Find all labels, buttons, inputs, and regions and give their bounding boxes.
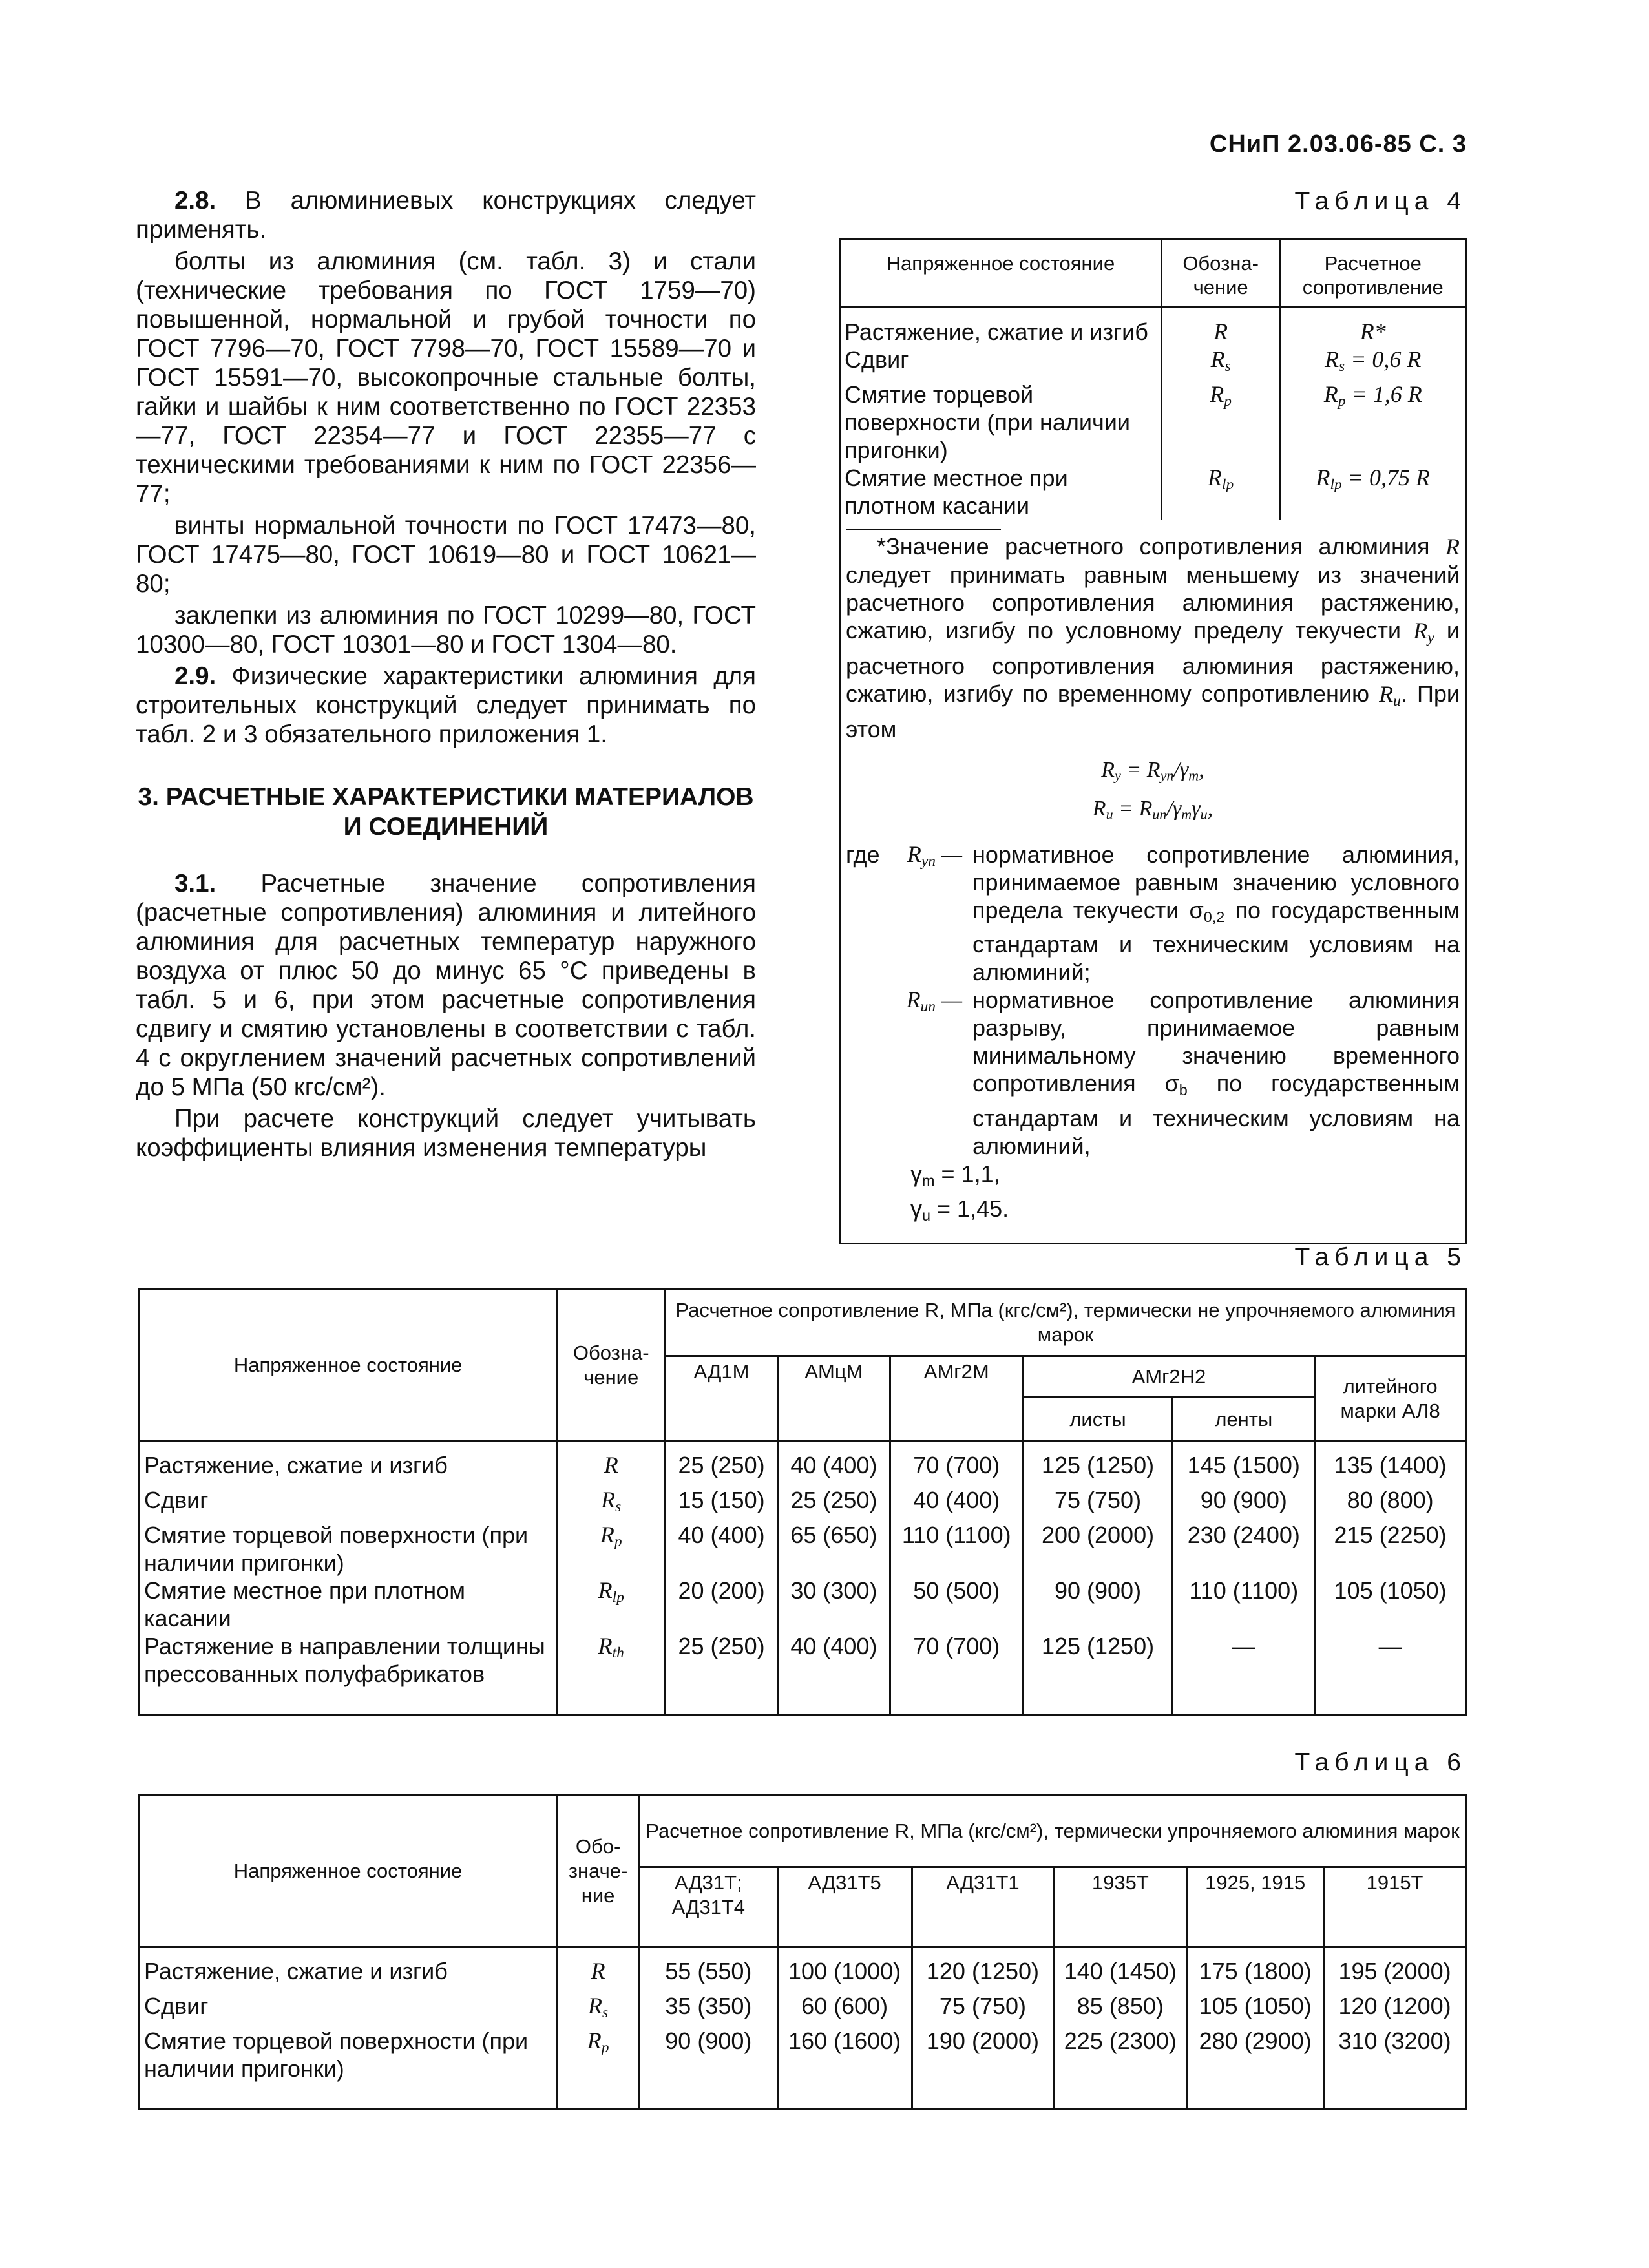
table4-footnote bbox=[840, 520, 1466, 1244]
blank-cell bbox=[140, 2083, 557, 2110]
symbol: R bbox=[1208, 464, 1223, 490]
state-cell: Растяжение, сжатие и изгиб bbox=[840, 307, 1162, 346]
value-cell: 40 (400) bbox=[777, 1442, 890, 1486]
table5-header-ad1m: АД1М bbox=[666, 1356, 778, 1442]
table6-header-1915t: 1915Т bbox=[1324, 1867, 1466, 1948]
value-cell: 110 (1100) bbox=[890, 1521, 1023, 1577]
blank-cell bbox=[1054, 2083, 1187, 2110]
table6-header-state: Напряженное состояние bbox=[140, 1795, 557, 1948]
table-row bbox=[140, 1632, 1466, 1688]
value-cell: 40 (400) bbox=[777, 1632, 890, 1688]
value-cell: 90 (900) bbox=[640, 2027, 778, 2083]
value-cell: 120 (1250) bbox=[912, 1948, 1054, 1992]
clause-number: 2.8. bbox=[174, 187, 216, 215]
clause-text: Физические характеристики алюминия для строительных конструкций следует принимать по табл. 2 и 3 обязательного приложения 1. bbox=[136, 662, 756, 748]
symbol-subscript: p bbox=[614, 1533, 622, 1550]
value-cell: 90 (900) bbox=[1173, 1486, 1315, 1521]
symbol-subscript: p bbox=[601, 2039, 609, 2056]
table-row bbox=[140, 2027, 1466, 2083]
symbol-cell bbox=[557, 1577, 666, 1632]
value-cell: 100 (1000) bbox=[777, 1948, 912, 1992]
value-cell: R* bbox=[1280, 307, 1466, 346]
blank-cell bbox=[666, 1688, 778, 1715]
ryn-description: нормативное сопротивление алюминия, принимаемое равным значению условного предела текучести $\sigma_{0,2}$ по государственным стандартам и техническим условиям на алюминий; bbox=[972, 841, 1460, 986]
table-row bbox=[140, 1992, 1466, 2027]
blank-cell bbox=[890, 1688, 1023, 1715]
state-cell: Смятие торцевой поверхности (при наличии пригонки) bbox=[840, 381, 1162, 464]
paragraph-2-9 bbox=[136, 662, 756, 749]
paragraph-2-8 bbox=[136, 186, 756, 244]
value-cell: 60 (600) bbox=[777, 1992, 912, 2027]
symbol: R bbox=[1210, 381, 1224, 407]
table5-header-sheets: листы bbox=[1023, 1398, 1173, 1442]
table6-header-ad31t5: АД31Т5 bbox=[777, 1867, 912, 1948]
value-cell: 75 (750) bbox=[1023, 1486, 1173, 1521]
table5-header-row-1 bbox=[140, 1289, 1466, 1356]
table6-header-ad31t1: АД31Т1 bbox=[912, 1867, 1054, 1948]
clause-text: В алюминиевых конструкциях следует применять. bbox=[136, 187, 756, 244]
state-cell: Сдвиг bbox=[840, 346, 1162, 381]
run-description: нормативное сопротивление алюминия разрыву, принимаемое равным минимальному значению временного сопротивления $\sigma_b$ по государственным стандартам и техническим условиям на алюминий, bbox=[972, 987, 1460, 1160]
value-cell: 280 (2900) bbox=[1187, 2027, 1324, 2083]
blank-cell bbox=[777, 2083, 912, 2110]
table5-header-al8: литейного марки АЛ8 bbox=[1315, 1356, 1466, 1442]
table-5 bbox=[138, 1288, 1467, 1716]
table4-header-symbol: Обозна-чение bbox=[1161, 239, 1280, 307]
table6-caption: Таблица 6 bbox=[1294, 1748, 1467, 1776]
symbol-cell bbox=[557, 1521, 666, 1577]
value-cell: 105 (1050) bbox=[1187, 1992, 1324, 2027]
symbol: R bbox=[1316, 464, 1330, 490]
value-cell: 125 (1250) bbox=[1023, 1442, 1173, 1486]
table-row-blank bbox=[140, 2083, 1466, 2110]
state-cell: Сдвиг bbox=[140, 1992, 557, 2027]
value-cell bbox=[1280, 464, 1466, 520]
value-cell: — bbox=[1315, 1632, 1466, 1688]
value-cell: 110 (1100) bbox=[1173, 1577, 1315, 1632]
value-cell: 120 (1200) bbox=[1324, 1992, 1466, 2027]
value-cell: 160 (1600) bbox=[777, 2027, 912, 2083]
footnote-text: *Значение расчетного сопротивления алюминия R следует принимать равным меньшему из значений расчетного сопротивления алюминия растяжению, сжатию, изгибу по условному пределу текучести $R_y$ и расчетного сопротивления алюминия растяжению, сжатию, изгибу по временному сопротивлению $R_u$. При этом bbox=[846, 532, 1460, 742]
value-cell: 25 (250) bbox=[666, 1442, 778, 1486]
blank-cell bbox=[912, 2083, 1054, 2110]
value-cell bbox=[1280, 346, 1466, 381]
value: = 1,6 R bbox=[1351, 381, 1422, 407]
state-cell: Смятие местное при плотном касании bbox=[840, 464, 1162, 520]
clause-number: 3.1. bbox=[174, 870, 216, 898]
value-cell: 310 (3200) bbox=[1324, 2027, 1466, 2083]
value-cell: 40 (400) bbox=[666, 1521, 778, 1577]
value-cell: 125 (1250) bbox=[1023, 1632, 1173, 1688]
definition-run bbox=[846, 986, 1460, 1160]
value: = 0,75 R bbox=[1347, 464, 1430, 490]
value-cell: 225 (2300) bbox=[1054, 2027, 1187, 2083]
value-cell: 85 (850) bbox=[1054, 1992, 1187, 2027]
table5-header-amg2m: АМг2М bbox=[890, 1356, 1023, 1442]
table5-body bbox=[140, 1442, 1466, 1715]
value-cell: 35 (350) bbox=[640, 1992, 778, 2027]
value-cell: 15 (150) bbox=[666, 1486, 778, 1521]
table6-header-ad31t: АД31Т; АД31Т4 bbox=[640, 1867, 778, 1948]
table-row bbox=[140, 1577, 1466, 1632]
value-cell: 70 (700) bbox=[890, 1442, 1023, 1486]
value-cell: 80 (800) bbox=[1315, 1486, 1466, 1521]
table5-caption: Таблица 5 bbox=[1294, 1243, 1467, 1271]
state-cell: Растяжение, сжатие и изгиб bbox=[140, 1948, 557, 1992]
paragraph-3-1 bbox=[136, 869, 756, 1102]
value-cell: 50 (500) bbox=[890, 1577, 1023, 1632]
state-cell: Растяжение, сжатие и изгиб bbox=[140, 1442, 557, 1486]
blank-cell bbox=[557, 1688, 666, 1715]
table5-header-amg2n2: АМг2Н2 bbox=[1023, 1356, 1315, 1398]
table-row bbox=[840, 464, 1466, 520]
symbol: R bbox=[587, 2027, 602, 2053]
definition-ryn bbox=[846, 841, 1460, 987]
symbol: R bbox=[591, 1958, 605, 1984]
table4-caption: Таблица 4 bbox=[1294, 187, 1467, 215]
formula-ru: $R_u = R_{un}/\gamma_m\gamma_u$, bbox=[1092, 797, 1213, 823]
paragraph-screws: винты нормальной точности по ГОСТ 17473—80, ГОСТ 17475—80, ГОСТ 10619—80 и ГОСТ 10621—80; bbox=[136, 512, 756, 598]
symbol: R bbox=[1325, 346, 1339, 372]
symbol-cell: R bbox=[1161, 307, 1280, 346]
blank-cell bbox=[1023, 1688, 1173, 1715]
value-cell: 40 (400) bbox=[890, 1486, 1023, 1521]
value-cell: 75 (750) bbox=[912, 1992, 1054, 2027]
value-cell: 105 (1050) bbox=[1315, 1577, 1466, 1632]
page-header: СНиП 2.03.06-85 С. 3 bbox=[1209, 131, 1467, 158]
blank-cell bbox=[140, 1688, 557, 1715]
table-row bbox=[140, 1948, 1466, 1992]
symbol-cell bbox=[557, 1948, 640, 1992]
left-column bbox=[136, 186, 756, 1165]
symbol-subscript: p bbox=[1224, 392, 1232, 410]
symbol: R bbox=[601, 1486, 616, 1513]
value-cell: 230 (2400) bbox=[1173, 1521, 1315, 1577]
value-cell bbox=[1280, 381, 1466, 464]
table4-note-row bbox=[840, 520, 1466, 1244]
formula-ry: $R_y = R_{yn}/\gamma_m$, bbox=[1101, 757, 1204, 784]
value-cell: 65 (650) bbox=[777, 1521, 890, 1577]
footnote-rule bbox=[846, 529, 1001, 530]
table4-header-value: Расчетное сопротивление bbox=[1280, 239, 1466, 307]
table-row bbox=[140, 1486, 1466, 1521]
gamma-m: $\gamma_m = 1,1$, bbox=[910, 1160, 1000, 1190]
table5-header-strips: ленты bbox=[1173, 1398, 1315, 1442]
symbol-subscript: lp bbox=[1330, 476, 1342, 493]
blank-cell bbox=[1324, 2083, 1466, 2110]
symbol: R bbox=[1210, 346, 1225, 372]
symbol-cell bbox=[557, 1442, 666, 1486]
blank-cell bbox=[777, 1688, 890, 1715]
symbol-subscript: s bbox=[1339, 357, 1345, 375]
symbol-subscript: p bbox=[1338, 392, 1346, 410]
value-cell: 135 (1400) bbox=[1315, 1442, 1466, 1486]
table5-header-state: Напряженное состояние bbox=[140, 1289, 557, 1442]
symbol: R bbox=[598, 1577, 613, 1603]
blank-cell bbox=[1187, 2083, 1324, 2110]
value-cell: 70 (700) bbox=[890, 1632, 1023, 1688]
symbol-cell bbox=[1161, 346, 1280, 381]
table5-header-amcm: АМцМ bbox=[777, 1356, 890, 1442]
symbol-cell bbox=[1161, 464, 1280, 520]
value-cell: 195 (2000) bbox=[1324, 1948, 1466, 1992]
table-4 bbox=[839, 238, 1467, 1244]
state-cell: Смятие торцевой поверхности (при наличии пригонки) bbox=[140, 1521, 557, 1577]
paragraph-calc: При расчете конструкций следует учитывать коэффициенты влияния изменения температуры bbox=[136, 1105, 756, 1162]
table6-header-symbol: Обо-значе-ние bbox=[557, 1795, 640, 1948]
symbol-run: $R_{un}$ — bbox=[906, 987, 962, 1016]
state-cell: Смятие торцевой поверхности (при наличии пригонки) bbox=[140, 2027, 557, 2083]
value-cell: 140 (1450) bbox=[1054, 1948, 1187, 1992]
symbol-cell bbox=[557, 1486, 666, 1521]
value-cell: 90 (900) bbox=[1023, 1577, 1173, 1632]
table4-header-state: Напряженное состояние bbox=[840, 239, 1162, 307]
symbol-cell bbox=[557, 2027, 640, 2083]
symbol-subscript: s bbox=[615, 1498, 622, 1515]
table4-header-row bbox=[840, 239, 1466, 307]
symbol: R bbox=[1323, 381, 1338, 407]
value: = 0,6 R bbox=[1350, 346, 1422, 372]
value-cell: 30 (300) bbox=[777, 1577, 890, 1632]
table-row-blank bbox=[140, 1688, 1466, 1715]
symbol-cell bbox=[557, 1632, 666, 1688]
table5-header-group: Расчетное сопротивление R, МПа (кгс/см²), термически не упрочняемого алюминия марок bbox=[666, 1289, 1466, 1356]
paragraph-rivets: заклепки из алюминия по ГОСТ 10299—80, ГОСТ 10300—80, ГОСТ 10301—80 и ГОСТ 1304—80. bbox=[136, 602, 756, 658]
symbol-subscript: th bbox=[612, 1644, 624, 1661]
symbol: R bbox=[588, 1992, 602, 2019]
symbol: R bbox=[598, 1632, 613, 1659]
section-title: 3. РАСЧЕТНЫЕ ХАРАКТЕРИСТИКИ МАТЕРИАЛОВ И СОЕДИНЕНИЙ bbox=[138, 783, 754, 841]
symbol-subscript: lp bbox=[1222, 476, 1234, 493]
table6-body bbox=[140, 1948, 1466, 2110]
table6-header-row-1 bbox=[140, 1795, 1466, 1867]
value-cell: — bbox=[1173, 1632, 1315, 1688]
table6-header-group: Расчетное сопротивление R, МПа (кгс/см²), термически упрочняемого алюминия марок bbox=[640, 1795, 1466, 1867]
value-cell: 25 (250) bbox=[666, 1632, 778, 1688]
value-cell: 20 (200) bbox=[666, 1577, 778, 1632]
state-cell: Сдвиг bbox=[140, 1486, 557, 1521]
where-label: где bbox=[846, 841, 880, 868]
symbol-subscript: s bbox=[602, 2004, 609, 2021]
value-cell: 25 (250) bbox=[777, 1486, 890, 1521]
symbol: R bbox=[600, 1521, 614, 1548]
clause-text: Расчетные значение сопротивления (расчетные сопротивления) алюминия и литейного алюминия для расчетных температур наружного воздуха от плюс 50 до минус 65 °С приведены в табл. 5 и 6, при этом расчетные сопротивления сдвигу и смятию установлены в соответствии с табл. 4 с округлением значений расчетных сопротивлений до 5 МПа (50 кгс/см²). bbox=[136, 870, 756, 1101]
gamma-u: $\gamma_u = 1,45$. bbox=[910, 1195, 1009, 1224]
symbol-cell bbox=[1161, 381, 1280, 464]
state-cell: Смятие местное при плотном касании bbox=[140, 1577, 557, 1632]
value-cell: 55 (550) bbox=[640, 1948, 778, 1992]
table6-header-1935t: 1935Т bbox=[1054, 1867, 1187, 1948]
blank-cell bbox=[1173, 1688, 1315, 1715]
blank-cell bbox=[1315, 1688, 1466, 1715]
state-cell: Растяжение в направлении толщины прессованных полуфабрикатов bbox=[140, 1632, 557, 1688]
symbol-subscript: s bbox=[1224, 357, 1231, 375]
table-6 bbox=[138, 1794, 1467, 2110]
blank-cell bbox=[557, 2083, 640, 2110]
paragraph-bolts: болты из алюминия (см. табл. 3) и стали (технические требования по ГОСТ 1759—70) повышенной, нормальной и грубой точности по ГОСТ 7796—70, ГОСТ 7798—70, ГОСТ 15589—70 и ГОСТ 15591—70, высокопрочные стальные болты, гайки и шайбы к ним соответственно по ГОСТ 22353—77, ГОСТ 22354—77 и ГОСТ 22355—77 с техническими требованиями к ним по ГОСТ 22356—77; bbox=[136, 247, 756, 508]
table-row bbox=[840, 307, 1466, 346]
value-cell: 145 (1500) bbox=[1173, 1442, 1315, 1486]
table-row bbox=[840, 381, 1466, 464]
value-cell: 175 (1800) bbox=[1187, 1948, 1324, 1992]
symbol-cell bbox=[557, 1992, 640, 2027]
symbol: R bbox=[604, 1452, 618, 1478]
table5-header-symbol: Обозна-чение bbox=[557, 1289, 666, 1442]
clause-number: 2.9. bbox=[174, 662, 216, 690]
symbol-ryn: $R_{yn}$ — bbox=[907, 841, 962, 870]
table-row bbox=[140, 1442, 1466, 1486]
table6-header-1925-1915: 1925, 1915 bbox=[1187, 1867, 1324, 1948]
table-row bbox=[840, 346, 1466, 381]
blank-cell bbox=[640, 2083, 778, 2110]
value-cell: 215 (2250) bbox=[1315, 1521, 1466, 1577]
value-cell: 200 (2000) bbox=[1023, 1521, 1173, 1577]
symbol-subscript: lp bbox=[612, 1588, 624, 1606]
value-cell: 190 (2000) bbox=[912, 2027, 1054, 2083]
table-row bbox=[140, 1521, 1466, 1577]
